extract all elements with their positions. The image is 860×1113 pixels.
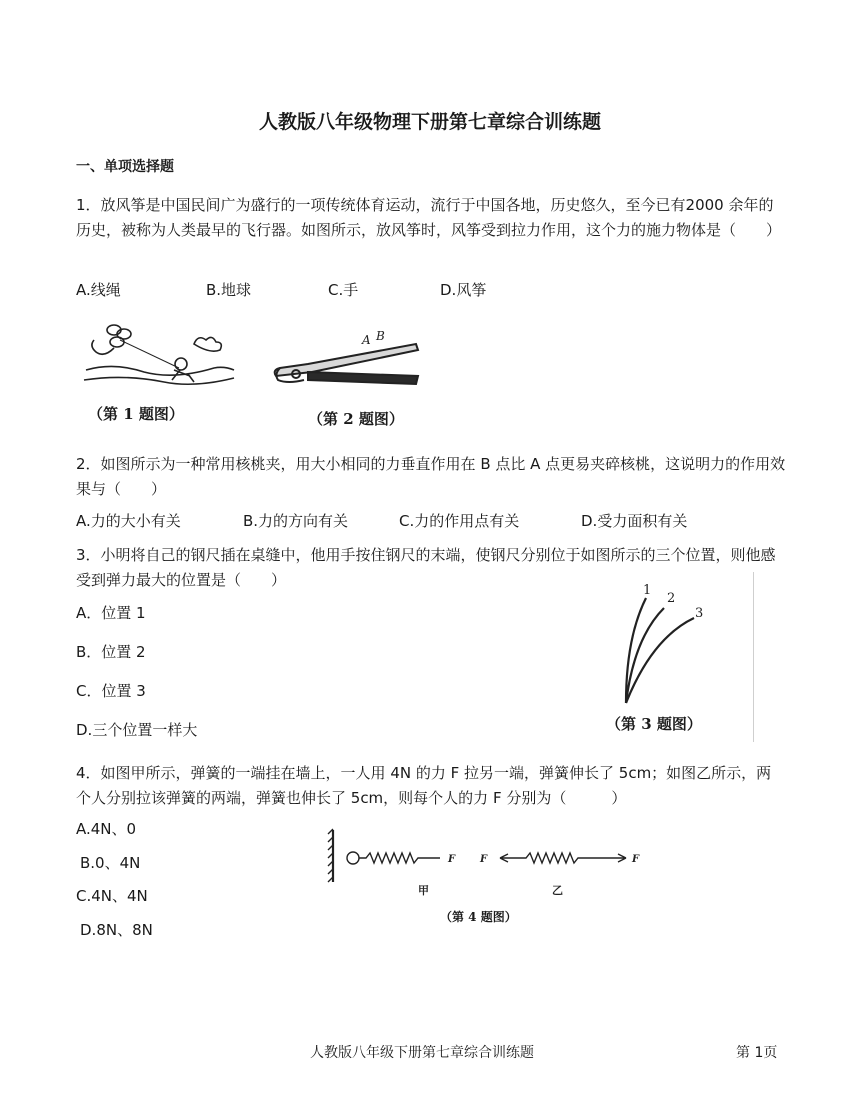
figure-1-caption: （第 1 题图） xyxy=(88,405,184,423)
position-3-label: 3 xyxy=(695,606,704,621)
q4-option-d: D.8N、8N xyxy=(80,921,153,939)
q4-option-b: B.0、4N xyxy=(80,854,141,872)
nutcracker-figure xyxy=(268,328,428,390)
label-a: A xyxy=(362,333,371,347)
footer-title: 人教版八年级下册第七章综合训练题 xyxy=(310,1045,534,1061)
q3-option-c: C．位置 3 xyxy=(76,682,146,700)
page-title: 人教版八年级物理下册第七章综合训练题 xyxy=(258,111,601,133)
figure-4-caption: （第 4 题图） xyxy=(440,910,517,924)
label-b: B xyxy=(376,329,385,343)
label-yi: 乙 xyxy=(552,884,563,897)
q3-option-a: A．位置 1 xyxy=(76,604,146,622)
question-4-text: 4．如图甲所示，弹簧的一端挂在墙上，一人用 4N 的力 F 拉另一端，弹簧伸长了 5cm；如图乙所示，两个人分别拉该弹簧的两端，弹簧也伸长了 5cm，则每个人的力 F 分别为（ ） xyxy=(76,764,772,807)
position-1-label: 1 xyxy=(643,583,652,598)
q4-option-c: C.4N、4N xyxy=(76,887,148,905)
q3-option-d: D.三个位置一样大 xyxy=(76,721,198,739)
question-3-text: 3．小明将自己的钢尺插在桌缝中，他用手按住钢尺的末端，使钢尺分别位于如图所示的三个位置，则他感受到弹力最大的位置是（ ） xyxy=(76,546,776,589)
q2-option-c: C.力的作用点有关 xyxy=(399,512,520,530)
kite-figure xyxy=(84,318,234,393)
q4-option-a: A.4N、0 xyxy=(76,820,137,838)
figure-border-line xyxy=(753,572,754,742)
position-2-label: 2 xyxy=(667,591,676,606)
q2-option-a: A.力的大小有关 xyxy=(76,512,181,530)
page-number: 第 1页 xyxy=(736,1045,778,1061)
q3-option-b: B．位置 2 xyxy=(76,643,146,661)
force-label-jia: F xyxy=(448,854,456,865)
q1-option-c: C.手 xyxy=(328,281,359,299)
figure-2-caption: （第 2 题图） xyxy=(308,410,404,428)
ruler-figure xyxy=(612,578,722,708)
q2-option-b: B.力的方向有关 xyxy=(243,512,349,530)
q1-option-b: B.地球 xyxy=(206,281,252,299)
figure-3-caption: （第 3 题图） xyxy=(606,715,702,733)
q1-option-a: A.线绳 xyxy=(76,281,121,299)
q1-option-d: D.风筝 xyxy=(440,281,487,299)
question-1-text: 1．放风筝是中国民间广为盛行的一项传统体育运动，流行于中国各地，历史悠久，至今已有2000 余年的历史，被称为人类最早的飞行器。如图所示，放风筝时，风筝受到拉力作用，这个力的施力物体是（ ） xyxy=(76,196,782,239)
label-jia: 甲 xyxy=(418,884,429,897)
q2-option-d: D.受力面积有关 xyxy=(581,512,688,530)
question-2-text: 2．如图所示为一种常用核桃夹，用大小相同的力垂直作用在 B 点比 A 点更易夹碎核桃，这说明力的作用效果与（ ） xyxy=(76,455,786,498)
section-heading: 一、单项选择题 xyxy=(76,159,174,175)
force-label-yi-right: F xyxy=(632,854,640,865)
force-label-yi-left: F xyxy=(480,854,488,865)
spring-figure xyxy=(326,826,642,896)
